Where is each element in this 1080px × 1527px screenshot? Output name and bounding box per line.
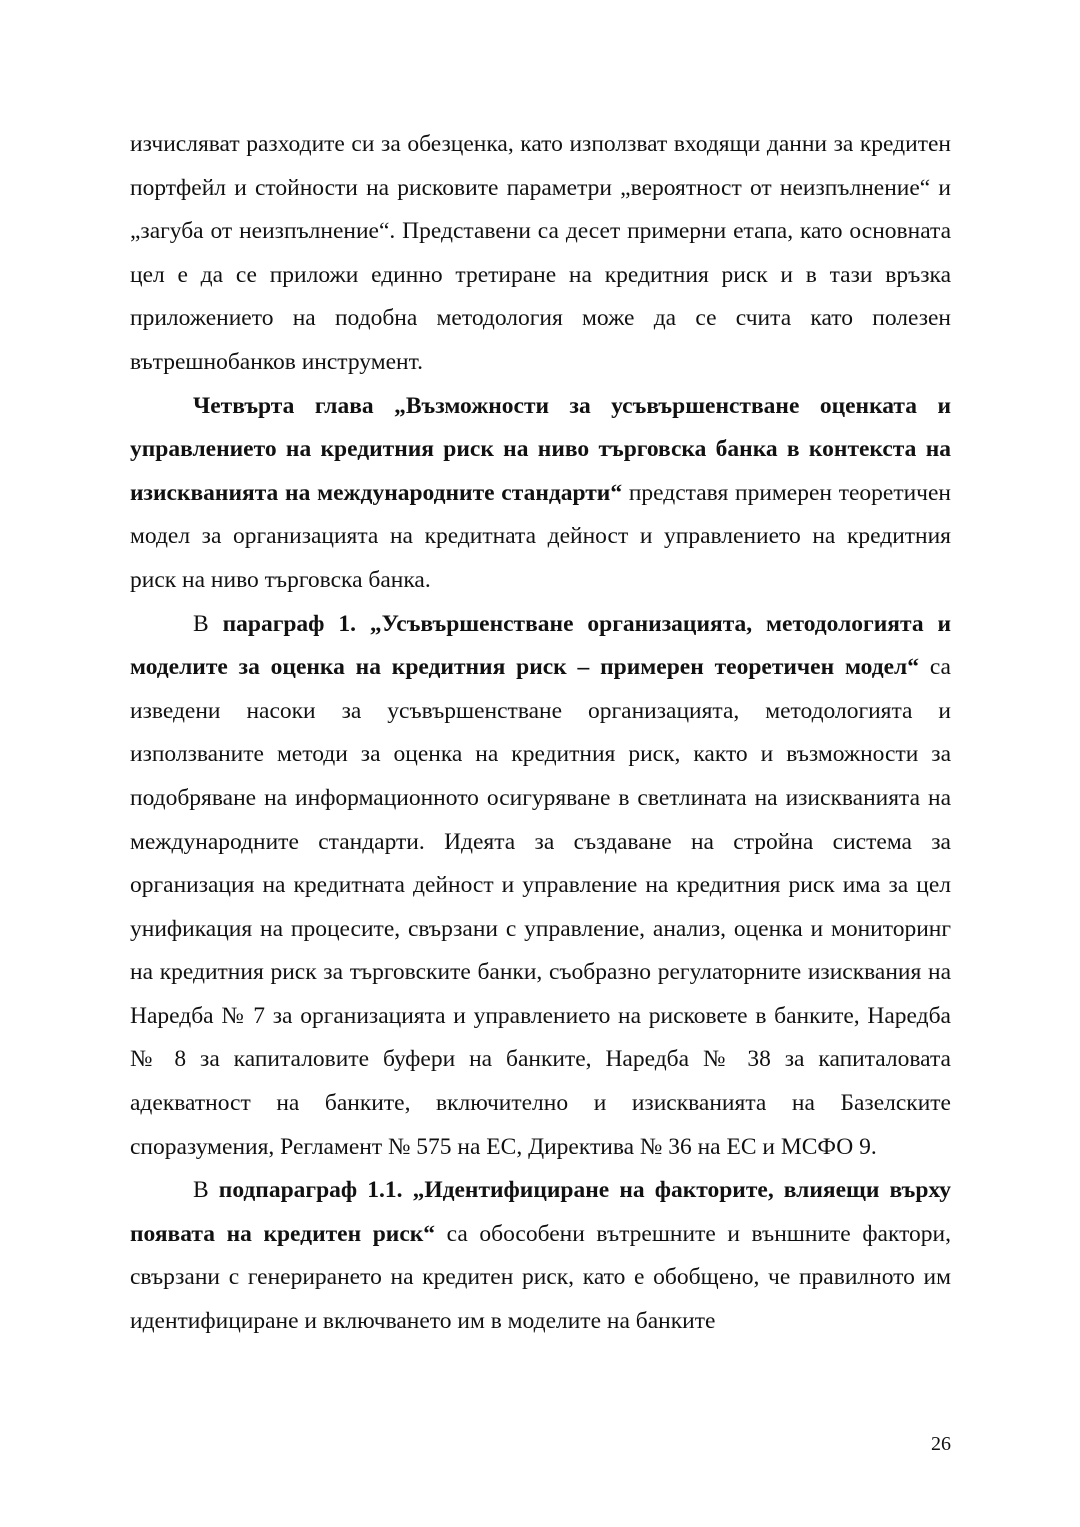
section-one-title: параграф 1. „Усъвършенстване организацията, методологията и моделите за оценка на кредитния риск – примерен теоретичен модел“ <box>130 610 951 681</box>
chapter-four-title: Четвърта глава „Възможности за усъвършенстване оценката и управлението на кредитния риск на ниво търговска банка в контекста на изискванията на международните стандарти“ <box>130 392 951 506</box>
subsection-one-one-title: подпараграф 1.1. „Идентифициране на факторите, влияещи върху появата на кредитен риск“ <box>130 1177 951 1247</box>
page-body <box>130 123 951 1344</box>
paragraph-text: са изведени насоки за усъвършенстване организацията, методологията и използваните методи за оценка на кредитния риск, както и възможности за подобряване на информационното осигуряване в светлината на изискванията на международните стандарти. Идеята за създаване на стройна система за организация на кредитната дейност и управление на кредитния риск има за цел унификация на процесите, свързани с управление, анализ, оценка и мониторинг на кредитния риск за търговските банки, съобразно регулаторните изисквания на Наредба № 7 за организацията и управлението на рисковете в банките, Наредба № 8 за капиталовите буфери на банките, Наредба № 38 за капиталовата адекватност на банките, включително и изискванията на Базелските споразумения, Регламент № 575 на ЕС, Директива № 36 на ЕС и МСФО 9. <box>130 654 951 1160</box>
page-number: 26 <box>931 1433 951 1455</box>
paragraph-subsection-one-one <box>130 1169 951 1343</box>
paragraph-section-one <box>130 603 951 1170</box>
paragraph-text: В <box>193 610 223 637</box>
paragraph-text: В <box>193 1177 219 1204</box>
paragraph-text: изчисляват разходите си за обезценка, като използват входящи данни за кредитен портфейл и стойности на рисковите параметри „вероятност от неизпълнение“ и „загуба от неизпълнение“. Представени са десет примерни етапа, като основната цел е да се приложи единно третиране на кредитния риск и в тази връзка приложението на подобна методология може да се счита като полезен вътрешнобанков инструмент. <box>130 131 951 375</box>
paragraph-text: са обособени вътрешните и външните фактори, свързани с генерирането на кредитен риск, като е обобщено, че правилното им идентифициране и включването им в моделите на банките <box>130 1220 951 1335</box>
paragraph-expected-loss-methodology <box>130 123 951 385</box>
paragraph-chapter-four <box>130 385 951 603</box>
paragraph-text: представя примерен теоретичен модел за организацията на кредитната дейност и управлението на кредитния риск на ниво търговска банка. <box>130 479 951 593</box>
